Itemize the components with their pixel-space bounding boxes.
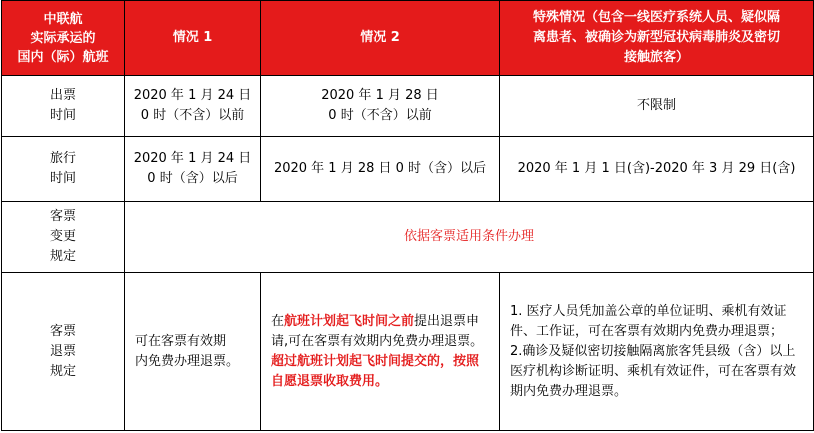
table-row-travel-time bbox=[2, 137, 814, 202]
travel-time-case-1 bbox=[125, 137, 261, 202]
refund-case-2-late-fee-note: 超过航班计划起飞时间提交的，按照自愿退票收取费用。 bbox=[271, 353, 480, 389]
flight-refund-policy-table bbox=[1, 0, 814, 431]
row-label-refund-rule bbox=[2, 273, 125, 431]
refund-case-1-line-2: 内免费办理退票。 bbox=[135, 353, 240, 369]
row-label-line: 时间 bbox=[49, 171, 76, 186]
row-label-change-rule bbox=[2, 202, 125, 273]
table-row-change-rule bbox=[2, 202, 814, 273]
refund-case-1-line-1: 可在客票有效期 bbox=[135, 333, 227, 349]
header-flight-scope-line-2: 实际承运的 bbox=[30, 30, 96, 46]
ticket-time-case-1 bbox=[125, 76, 261, 137]
table-row-ticket-time bbox=[2, 76, 814, 137]
refund-case-2 bbox=[261, 273, 500, 431]
travel-time-special: 2020 年 1 月 1 日(含)-2020 年 3 月 29 日(含) bbox=[500, 137, 814, 202]
header-flight-scope bbox=[2, 1, 125, 76]
header-special-line-1: 特殊情况（包含一线医疗系统人员、疑似隔 bbox=[532, 10, 780, 25]
row-label-line: 出票 bbox=[49, 88, 76, 103]
row-label-line: 客票 bbox=[49, 209, 76, 224]
header-flight-scope-line-1: 中联航 bbox=[43, 11, 83, 27]
ticket-time-case-1-line-2: 0 时（不含）以前 bbox=[140, 108, 245, 123]
refund-case-2-prefix: 在 bbox=[271, 313, 285, 329]
travel-time-case-1-line-1: 2020 年 1 月 24 日 bbox=[133, 151, 252, 166]
row-label-line: 规定 bbox=[49, 363, 76, 379]
table-row-refund-rule bbox=[2, 273, 814, 431]
refund-case-2-suffix: 提出退票申请,可在客票有效期内免费办理退票。 bbox=[271, 313, 484, 349]
header-case-2: 情况 2 bbox=[261, 1, 500, 76]
header-flight-scope-line-3: 国内（际）航班 bbox=[17, 49, 109, 65]
row-label-line: 客票 bbox=[49, 323, 76, 339]
refund-special-item-1: 1. 医疗人员凭加盖公章的单位证明、乘机有效证件、工作证，可在客票有效期内免费办理退票； bbox=[510, 303, 787, 339]
header-special-line-3: 接触旅客） bbox=[623, 50, 689, 65]
table-header-row bbox=[2, 1, 814, 76]
refund-case-1 bbox=[125, 273, 261, 431]
refund-case-2-deadline-highlight: 航班计划起飞时间之前 bbox=[284, 313, 415, 329]
row-label-line: 规定 bbox=[49, 249, 76, 264]
row-label-ticket-time bbox=[2, 76, 125, 137]
refund-case-2-rule bbox=[271, 312, 489, 352]
header-case-1: 情况 1 bbox=[125, 1, 261, 76]
row-label-line: 退票 bbox=[49, 343, 76, 359]
change-rule-value: 依据客票适用条件办理 bbox=[125, 202, 814, 273]
header-special-line-2: 离患者、被确诊为新型冠状病毒肺炎及密切 bbox=[532, 30, 780, 45]
ticket-time-case-2-line-2: 0 时（不含）以前 bbox=[328, 108, 432, 123]
ticket-time-special: 不限制 bbox=[500, 76, 814, 137]
ticket-time-case-2-line-1: 2020 年 1 月 28 日 bbox=[321, 88, 439, 103]
travel-time-case-1-line-2: 0 时（含）以后 bbox=[147, 171, 238, 186]
refund-special bbox=[500, 273, 814, 431]
row-label-travel-time bbox=[2, 137, 125, 202]
travel-time-case-2: 2020 年 1 月 28 日 0 时（含）以后 bbox=[261, 137, 500, 202]
ticket-time-case-2 bbox=[261, 76, 500, 137]
ticket-time-case-1-line-1: 2020 年 1 月 24 日 bbox=[133, 88, 252, 103]
header-special-case bbox=[500, 1, 814, 76]
row-label-line: 变更 bbox=[49, 229, 76, 244]
row-label-line: 时间 bbox=[49, 108, 76, 123]
refund-special-item-2: 2.确诊及疑似密切接触隔离旅客凭县级（含）以上医疗机构诊断证明、乘机有效证件，可在客票有效期内免费办理退票。 bbox=[510, 343, 797, 399]
row-label-line: 旅行 bbox=[49, 151, 76, 166]
